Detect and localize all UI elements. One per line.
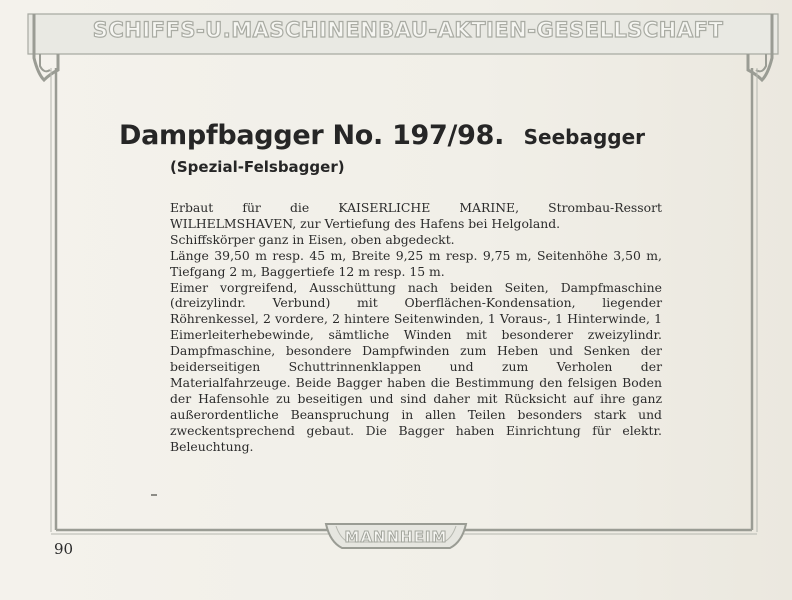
dredger-name: Dampfbagger No. 197/98. bbox=[119, 120, 505, 151]
description-text bbox=[170, 200, 662, 455]
footer-emblem-text: MANNHEIM bbox=[344, 528, 448, 546]
dredger-subtitle: (Spezial-Felsbagger) bbox=[170, 158, 345, 176]
paragraph-hull: Schiffskörper ganz in Eisen, oben abgedeckt. bbox=[170, 231, 455, 247]
paragraph-equipment: Eimer vorgreifend, Ausschüttung nach beiden Seiten, Dampfmaschine (dreizylindr. Verbund) mit Oberflächen-Kondensation, liegender Röhrenkessel, 2 vordere, 2 hintere Seitenwinden, 1 Voraus-, 1 Hinterwinde, 1 Eimerleiterhebewinde, sämtliche Winden mit besonderer zweizylindr. Dampfmaschine, besondere Dampfwinden zum Heben und Senken der beiderseitigen Schuttrinnenklappen und zum Verholen der Materialfahrzeuge. Beide Bagger haben die Bestimmung den felsigen Boden der Hafensohle zu beseitigen und sind daher mit Rücksicht auf ihre ganz außerordentliche Beanspruchung in allen Teilen besonders stark und zweckentsprechend gebaut. Die Bagger haben Einrichtung für elektr. Beleuchtung. bbox=[170, 279, 662, 454]
paragraph-dimensions: Länge 39,50 m resp. 45 m, Breite 9,25 m resp. 9,75 m, Seitenhöhe 3,50 m, Tiefgang 2 m, Baggertiefe 12 m resp. 15 m. bbox=[170, 247, 662, 279]
paragraph-builder: Erbaut für die KAISERLICHE MARINE, Strombau-Ressort WILHELMSHAVEN, zur Vertiefung des Hafens bei Helgoland. bbox=[170, 200, 662, 231]
page-title bbox=[119, 120, 645, 151]
print-speck bbox=[151, 494, 157, 496]
dredger-type: Seebagger bbox=[523, 125, 646, 149]
company-banner-text: SCHIFFS-U.MASCHINENBAU-AKTIEN-GESELLSCHAFT bbox=[92, 18, 724, 42]
page-number: 90 bbox=[54, 540, 74, 558]
